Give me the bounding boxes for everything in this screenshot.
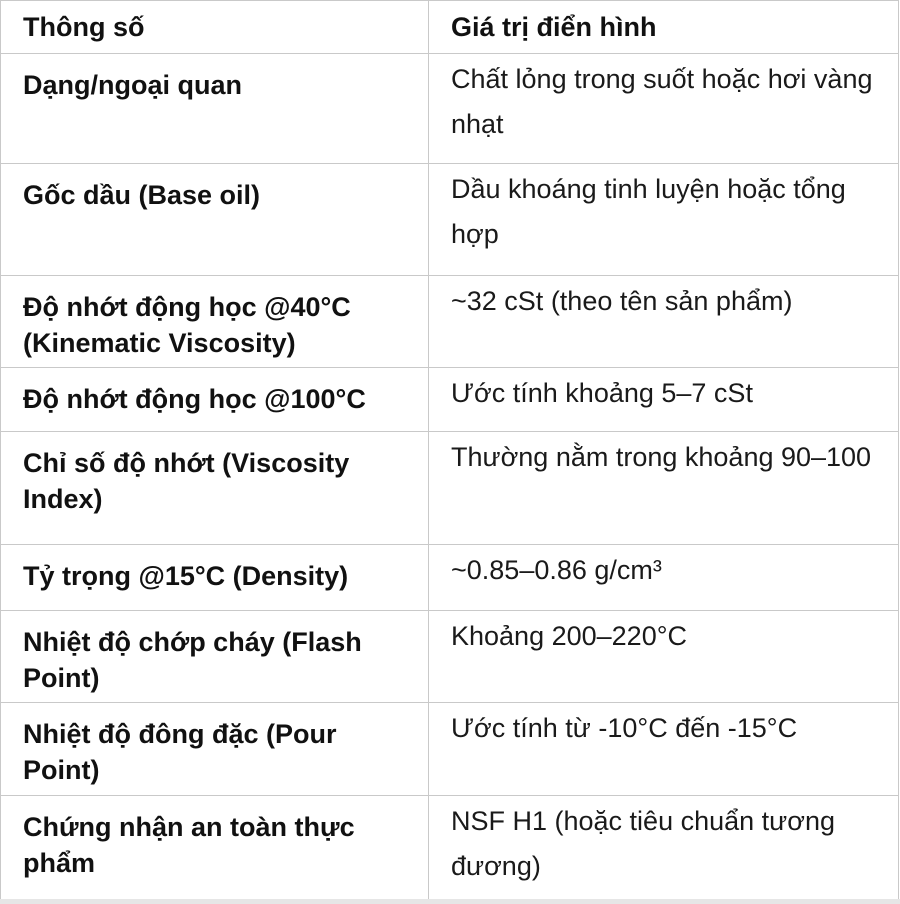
bottom-divider xyxy=(0,899,900,904)
header-cell-typical-value xyxy=(429,1,899,54)
parameter-cell xyxy=(1,368,429,432)
value-cell xyxy=(429,796,899,904)
table-row xyxy=(1,54,899,164)
parameter-label: Gốc dầu (Base oil) xyxy=(23,180,261,210)
table-header xyxy=(1,1,899,54)
table-row xyxy=(1,703,899,796)
table-row xyxy=(1,164,899,276)
value-cell xyxy=(429,703,899,796)
value-text: ~0.85–0.86 g/cm³ xyxy=(451,555,662,585)
value-text: NSF H1 (hoặc tiêu chuẩn tương đương) xyxy=(451,806,835,881)
table-row xyxy=(1,545,899,611)
parameter-cell xyxy=(1,611,429,703)
value-cell xyxy=(429,368,899,432)
parameter-cell xyxy=(1,545,429,611)
value-text: Thường nằm trong khoảng 90–100 xyxy=(451,442,872,472)
table-row xyxy=(1,432,899,545)
parameter-label: Độ nhớt động học @40°C (Kinematic Viscosity) xyxy=(23,292,351,358)
header-label-typical-value: Giá trị điển hình xyxy=(451,12,657,42)
parameter-label: Tỷ trọng @15°C (Density) xyxy=(23,561,349,591)
value-text: Khoảng 200–220°C xyxy=(451,621,687,651)
parameter-label: Chứng nhận an toàn thực phẩm xyxy=(23,812,355,878)
value-cell xyxy=(429,432,899,545)
parameter-cell xyxy=(1,432,429,545)
value-text: Ước tính từ -10°C đến -15°C xyxy=(451,713,798,743)
value-cell xyxy=(429,611,899,703)
parameter-label: Độ nhớt động học @100°C xyxy=(23,384,366,414)
parameter-cell xyxy=(1,796,429,904)
value-text: Dầu khoáng tinh luyện hoặc tổng hợp xyxy=(451,174,846,249)
parameter-label: Nhiệt độ đông đặc (Pour Point) xyxy=(23,719,337,785)
table-row xyxy=(1,611,899,703)
value-text: Ước tính khoảng 5–7 cSt xyxy=(451,378,753,408)
value-cell xyxy=(429,545,899,611)
parameter-cell xyxy=(1,164,429,276)
table-row xyxy=(1,276,899,368)
parameter-cell xyxy=(1,703,429,796)
parameter-label: Dạng/ngoại quan xyxy=(23,70,242,100)
header-cell-parameter xyxy=(1,1,429,54)
table-row xyxy=(1,368,899,432)
parameter-label: Chỉ số độ nhớt (Viscosity Index) xyxy=(23,448,350,514)
value-cell xyxy=(429,164,899,276)
value-cell xyxy=(429,54,899,164)
parameter-label: Nhiệt độ chớp cháy (Flash Point) xyxy=(23,627,362,693)
table-row xyxy=(1,796,899,904)
header-label-parameter: Thông số xyxy=(23,12,145,42)
parameter-cell xyxy=(1,276,429,368)
parameter-cell xyxy=(1,54,429,164)
table-body xyxy=(1,54,899,904)
value-text: Chất lỏng trong suốt hoặc hơi vàng nhạt xyxy=(451,64,873,139)
header-row xyxy=(1,1,899,54)
value-text: ~32 cSt (theo tên sản phẩm) xyxy=(451,286,793,316)
value-cell xyxy=(429,276,899,368)
